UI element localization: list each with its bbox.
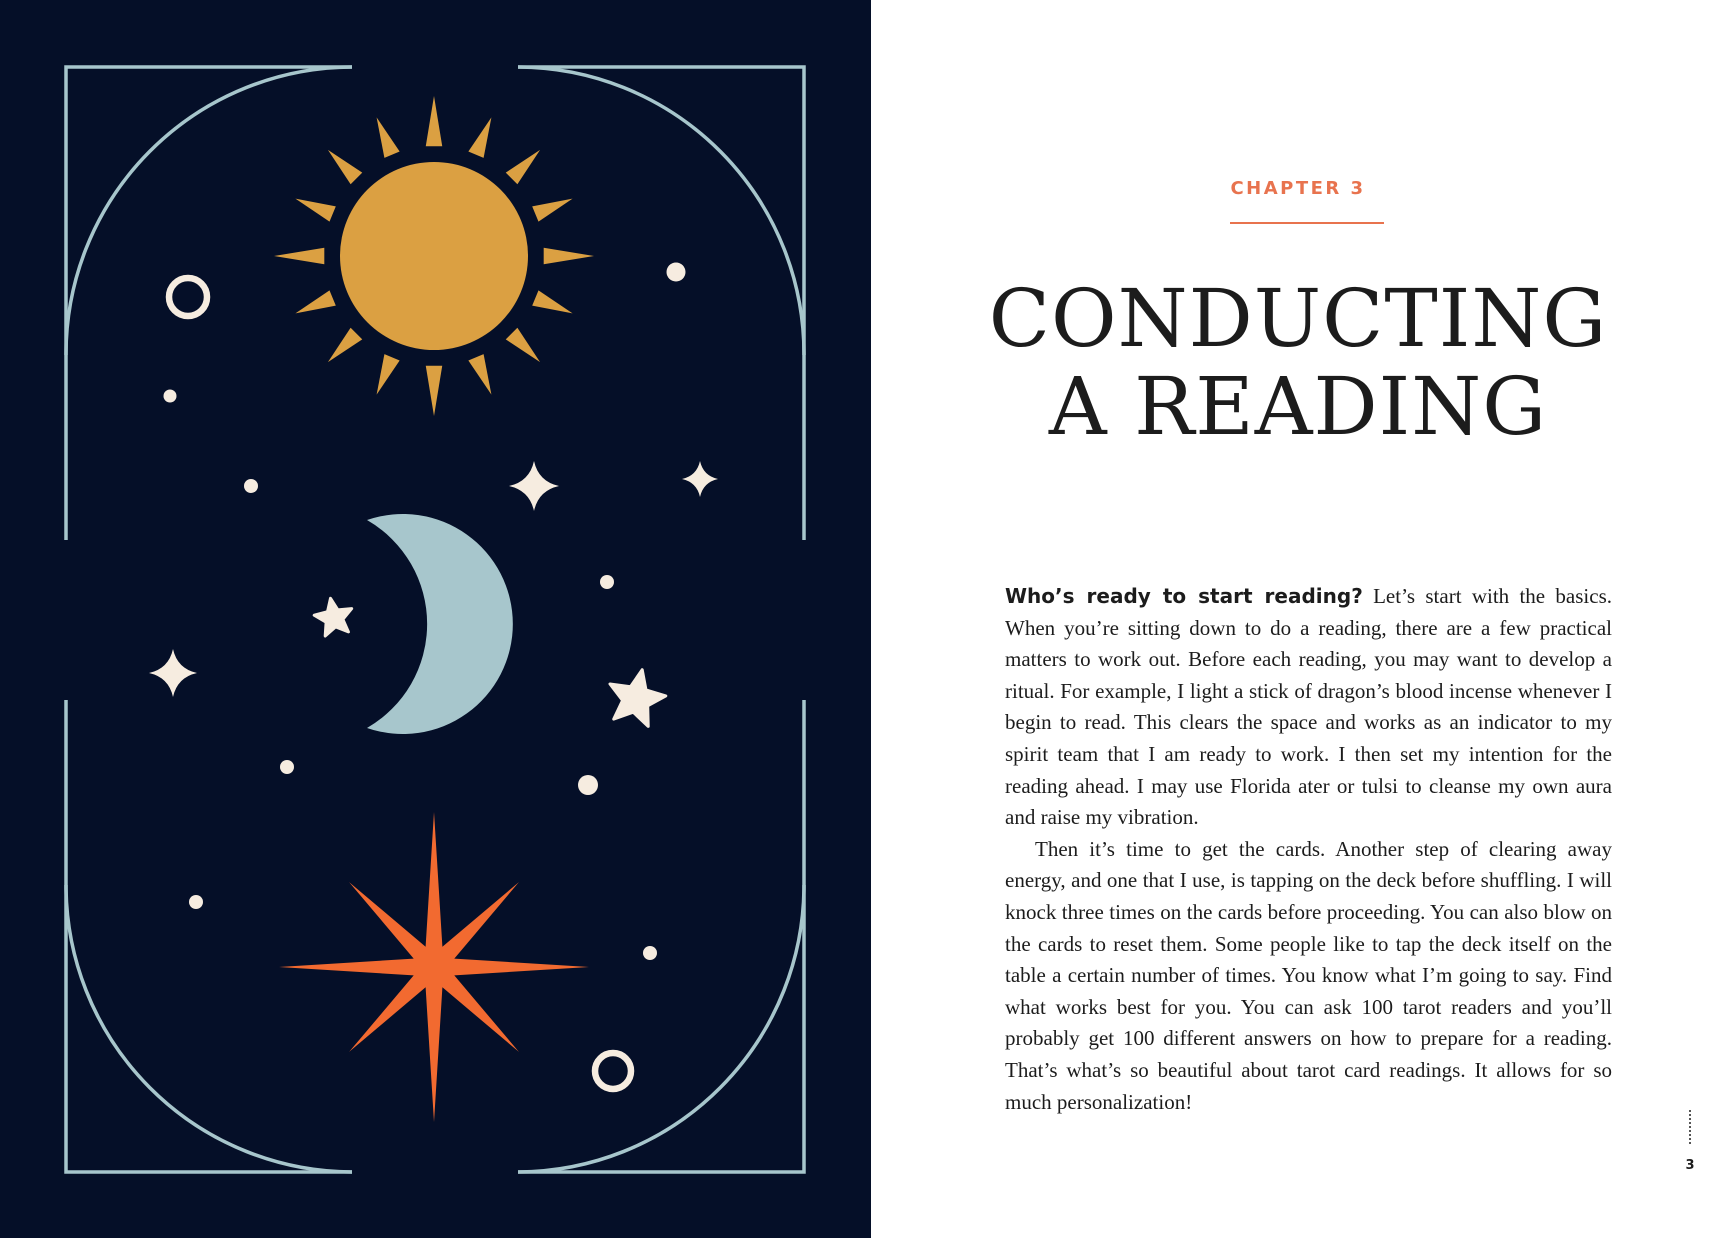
chapter-divider [1230, 222, 1384, 224]
body-text [1005, 581, 1612, 1118]
five-point-star-icon [610, 670, 666, 727]
sun-ray [377, 117, 400, 157]
moon-icon [367, 514, 513, 734]
sun-ray [544, 248, 594, 264]
sun-ray [295, 199, 335, 222]
chapter-title-line-2: A READING [1048, 360, 1548, 453]
folio-dotted-rule [1689, 1110, 1693, 1144]
sun-ray [274, 248, 324, 264]
paragraph-2: Then it’s time to get the cards. Another step of clearing away energy, and one that I use, is tapping on the deck before shuffling. I will knock three times on the cards before proceeding. You can also blow on the cards to reset them. Some people like to tap the deck itself on the table a certain number of times. You know what I’m going to say. Find what works best for you. You can ask 100 tarot readers and you’ll probably get 100 different answers on how to prepare for a reading. That’s what’s so beautiful about tarot card readings. It allows for so much personalization! [1005, 836, 1612, 1114]
sun-ray [426, 366, 442, 416]
sun-disc [340, 162, 528, 350]
page-number: 3 [1685, 1158, 1695, 1173]
sun-ray [468, 117, 491, 157]
sun-ray [532, 199, 572, 222]
sparkle-star-icon [509, 461, 559, 511]
sun-ray [506, 328, 540, 362]
sparkle-star-icon [149, 649, 197, 697]
text-page [871, 0, 1725, 1238]
sun-ray [506, 150, 540, 184]
sun-ray [328, 328, 362, 362]
sun-ray [532, 290, 572, 313]
eight-point-star-icon [279, 812, 589, 1122]
dot-icons [164, 263, 686, 961]
sun-ray [328, 150, 362, 184]
sun-ray [377, 354, 400, 394]
sun-ray [468, 354, 491, 394]
chapter-title [871, 272, 1725, 453]
paragraph-1-text: Let’s start with the basics. When you’re sitting down to do a reading, there are a few practical matters to work out. Before each reading, you may want to develop a ritual. For example, I light a stick of dragon’s blood incense whenever I begin to read. This clears the space and works as an indicator to my spirit team that I am ready to work. I then set my intention for the reading ahead. I may use Florida ater or tulsi to cleanse my own aura and raise my vibration. [1005, 584, 1612, 830]
sun-ray [295, 290, 335, 313]
sparkle-star-icon [682, 461, 718, 497]
paragraph-1 [1005, 581, 1612, 834]
lead-in: Who’s ready to start reading? [1005, 584, 1363, 608]
sun-ray [426, 96, 442, 146]
chapter-label: CHAPTER 3 [1230, 178, 1366, 199]
chapter-title-line-1: CONDUCTING [988, 272, 1608, 365]
five-point-star-icon [314, 598, 352, 636]
